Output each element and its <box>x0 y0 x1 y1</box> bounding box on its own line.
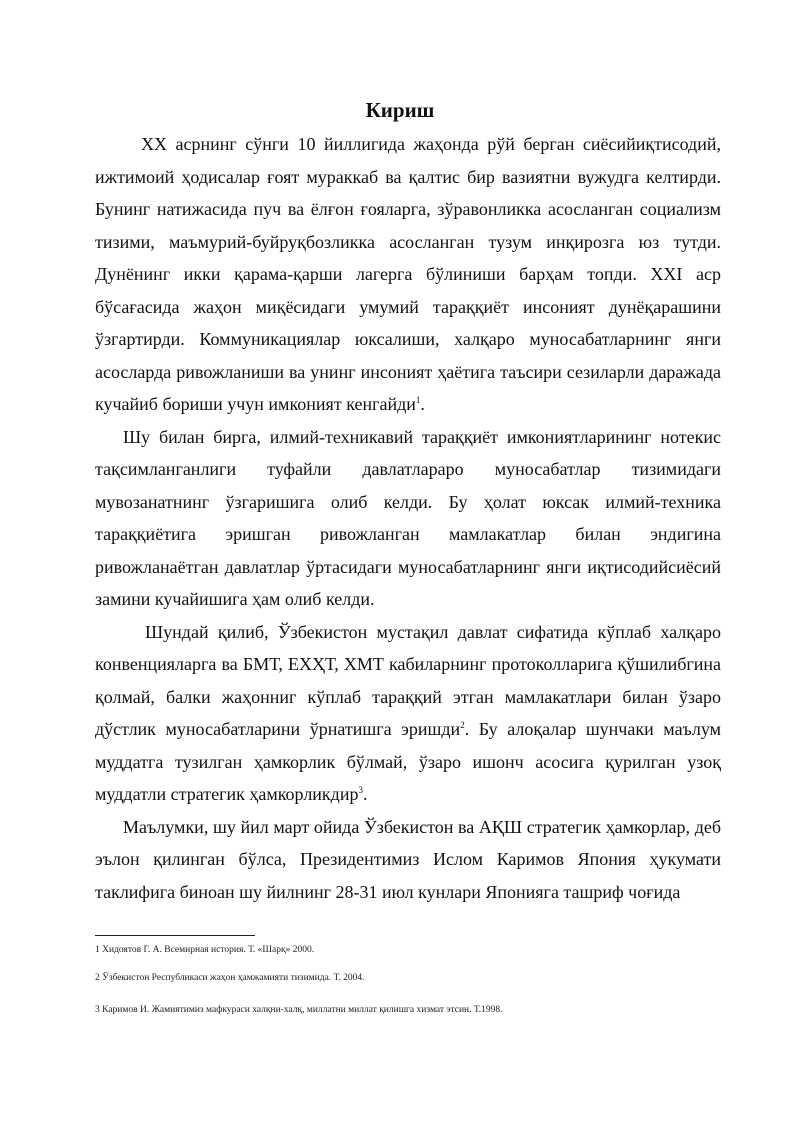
footnote-ref-2[interactable]: 2 <box>460 720 465 730</box>
section-title: Кириш <box>365 98 435 122</box>
paragraph-text: Шу билан бирга, илмий-техникавий тараққиёт имкониятларининг нотекис тақсимланганлиги туфайли давлатлараро муносабатлар тизимидаги мувозанатнинг ўзгаришига олиб келди. Бу ҳолат юксак илмий-техника тараққиётига эришган ривожланган мамлакатлар билан эндигина ривожланаётган давлатлар ўртасидаги муносабатларнинг янги иқтисодийсиёсий замини кучайишига ҳам олиб келди. <box>95 426 721 609</box>
paragraph-2 <box>95 421 721 616</box>
paragraph-text: Маълумки, шу йил март ойида Ўзбекистон ва АҚШ стратегик ҳамкорлар, деб эълон қилинган бўлса, Президентимиз Ислом Каримов Япония ҳукумати таклифига биноан шу йилнинг 28-31 июл кунлари Японияга ташриф чоғида <box>95 816 721 902</box>
footnote-3: 3 Каримов И. Жамиятимиз мафкураси халқни-халқ, миллатни миллат қилишга хизмат этсин. Т.1998. <box>95 1005 503 1015</box>
footnote-2: 2 Ўзбекистон Республикаси жаҳон ҳамжамияти тизимида. Т. 2004. <box>95 973 365 983</box>
paragraph-text: ХХ асрнинг сўнги 10 йиллигида жаҳонда рўй берган сиёсийиқтисодий, ижтимоий ҳодисалар ғоят мураккаб ва қалтис бир вазиятни вужудга келтирди. Бунинг натижасида пуч ва ёлғон ғояларга, зўравонликка асосланган социализм тизими, маъмурий-буйруқбозликка асосланган тузум инқирозга юз тутди. Дунёнинг икки қарама-қарши лагерга бўлиниши барҳам топди. XXI аср бўсағасида жаҳон миқёсидаги умумий тараққиёт инсоният дунёқарашини ўзгартирди. Коммуникациялар юксалиши, халқаро муносабатларнинг янги асосларда ривожланиши ва унинг инсоният ҳаётига таъсири сезиларли даражада кучайиб бориши учун имконият кенгайди <box>95 134 721 414</box>
footnote-separator <box>95 935 255 936</box>
paragraph-4 <box>95 811 721 909</box>
footnote-1: 1 Хидоятов Г. А. Всемирная история. Т. «Шарқ» 2000. <box>95 945 315 955</box>
paragraph-text: Шундай қилиб, Ўзбекистон мустақил давлат сифатида кўплаб халқаро конвенцияларга ва БМТ, ЕХҲТ, ХМТ кабиларнинг протоколларига қўшилибгина қолмай, балки жаҳонниг кўплаб тараққий этган мамлакатлари билан ўзаро дўстлик муносабатларини ўрнатишга эришди <box>95 621 721 739</box>
paragraph-text: . Бу алоқалар шунчаки маълум муддатга тузилган ҳамкорлик бўлмай, ўзаро ишонч асосига қурилган узоқ муддатли стратегик ҳамкорликдир <box>95 719 722 804</box>
body-text <box>95 128 721 908</box>
paragraph-3 <box>95 616 721 811</box>
paragraph-text: . <box>362 784 368 804</box>
footnote-ref-3[interactable]: 3 <box>358 785 363 795</box>
footnotes <box>95 944 735 1032</box>
paragraph-text: . <box>420 394 425 414</box>
footnote-ref-1[interactable]: 1 <box>415 395 421 405</box>
paragraph-1 <box>95 128 721 421</box>
